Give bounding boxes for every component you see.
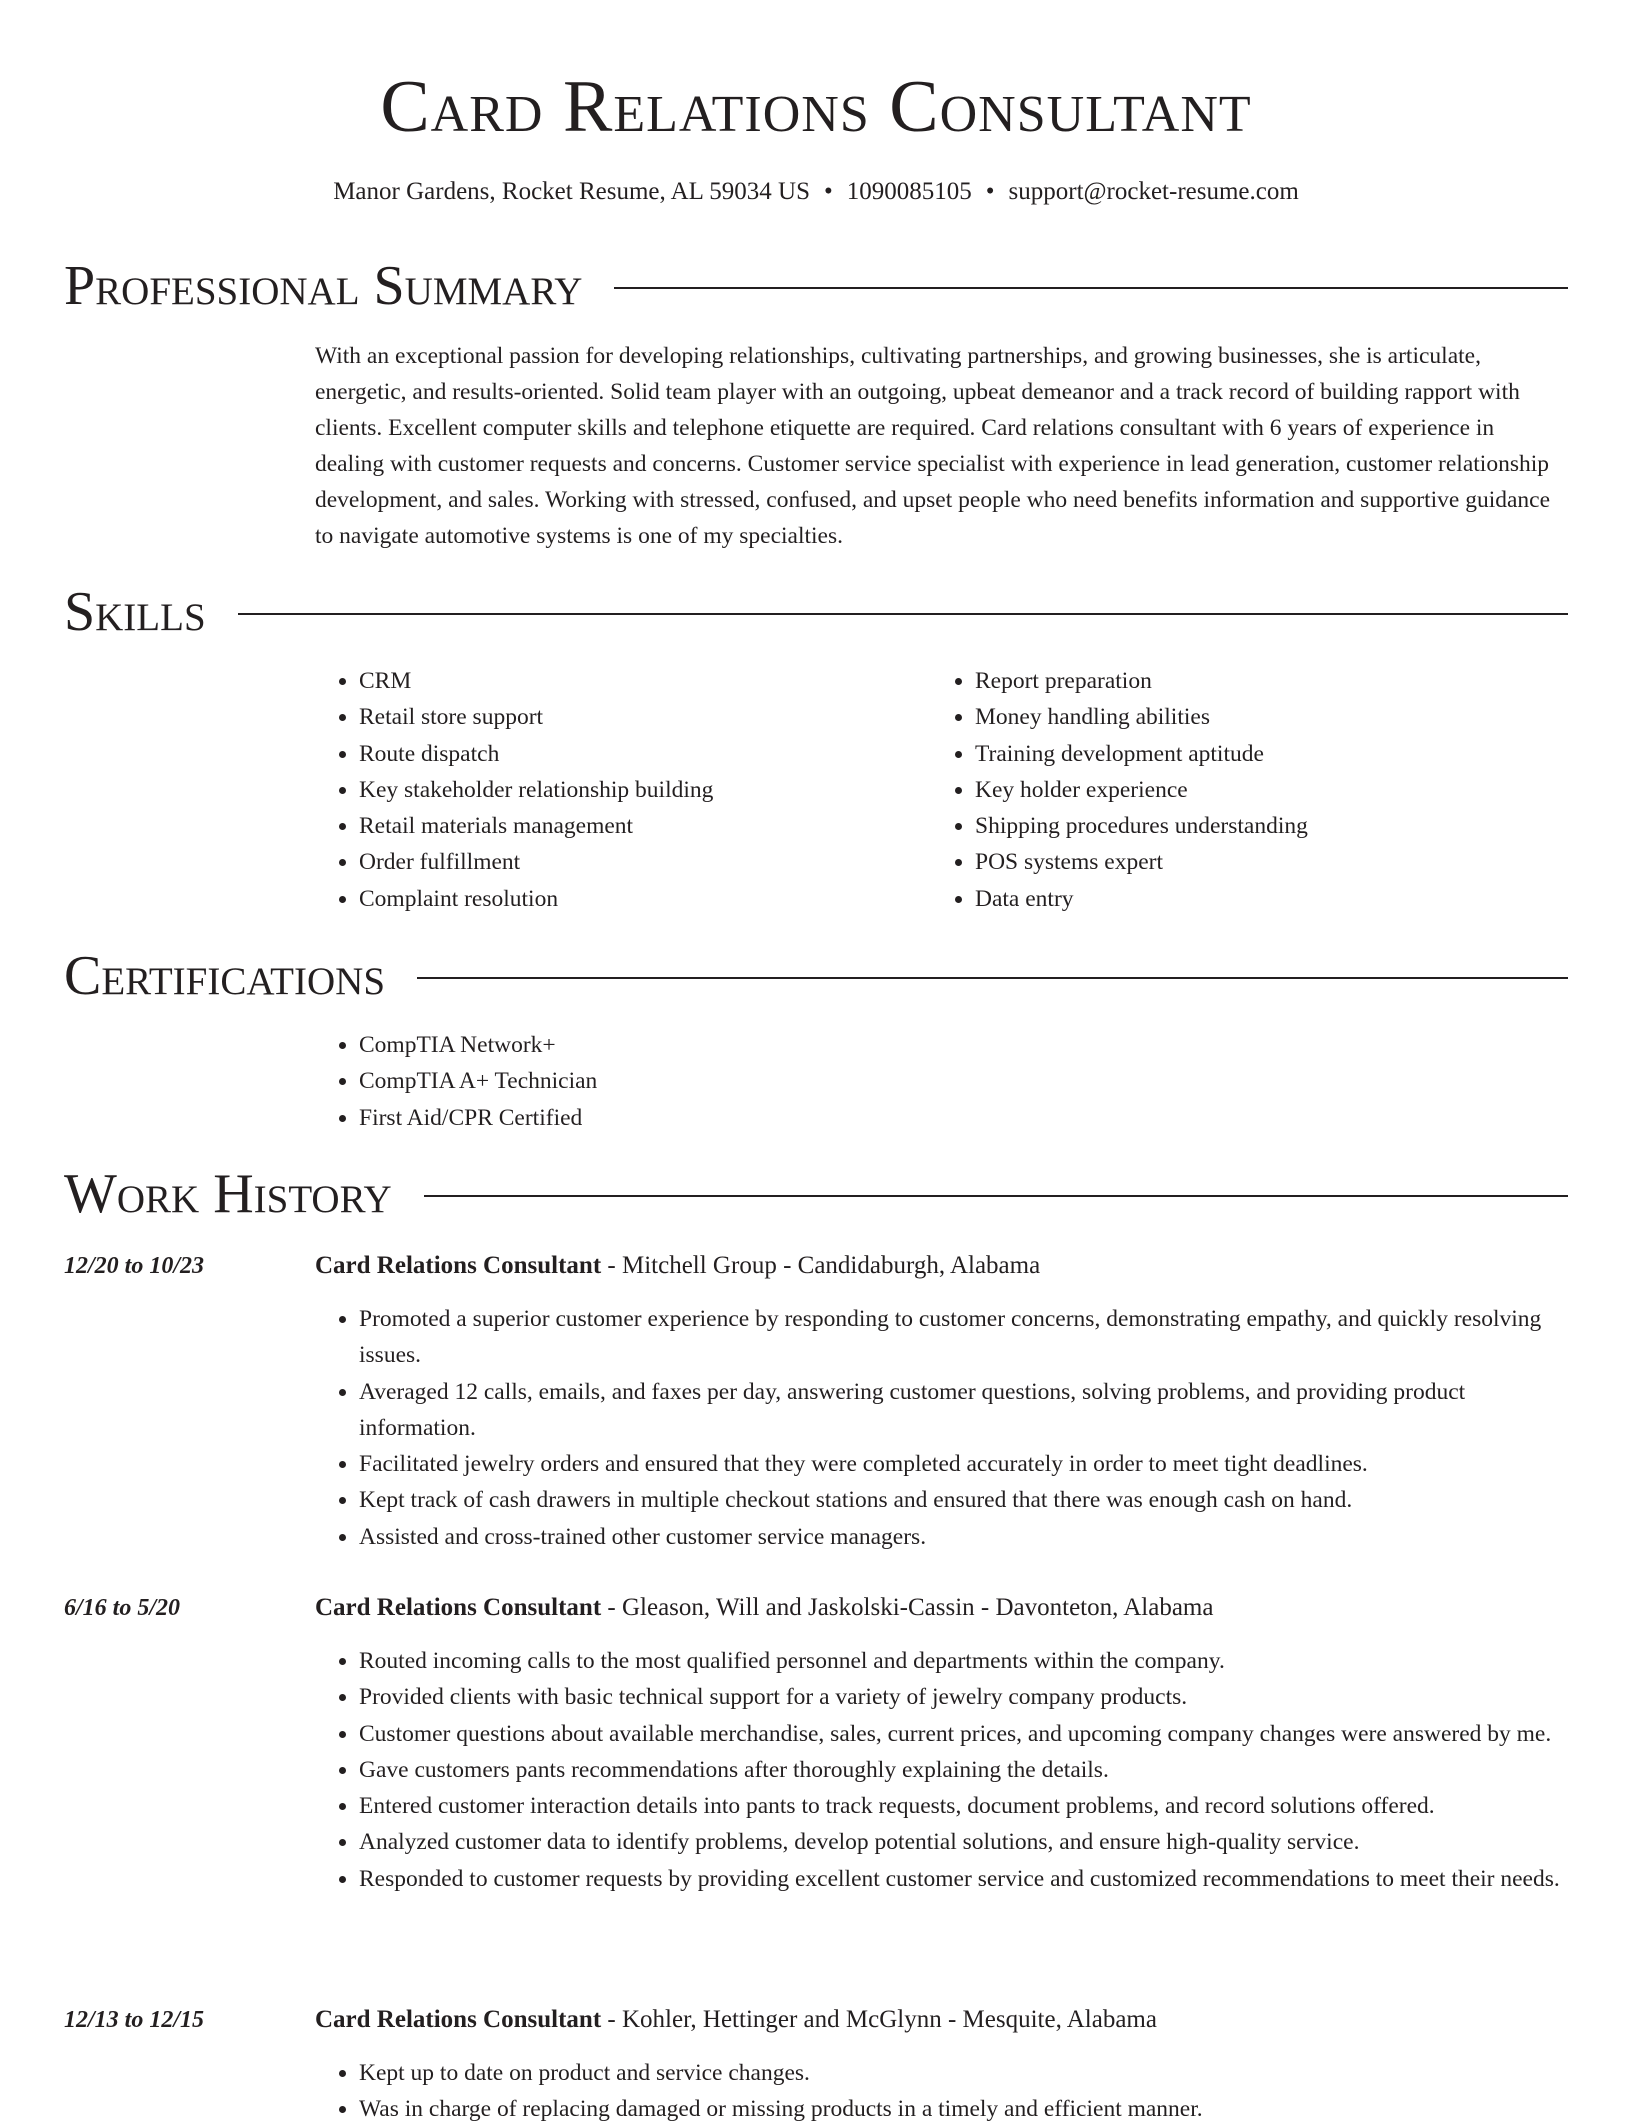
job-bullets <box>315 1643 1568 1897</box>
skills-list-right <box>931 663 1308 917</box>
summary-text: With an exceptional passion for developing relationships, cultivating partnerships, and growing businesses, she is articulate, energetic, and results-oriented. Solid team player with an outgoing, upbeat demeanor and a track record of building rapport with clients. Excellent computer skills and telephone etiquette are required. Card relations consultant with 6 years of experience in dealing with customer requests and concerns. Customer service specialist with experience in lead generation, customer relationship development, and sales. Working with stressed, confused, and upset people who need benefits information and supportive guidance to navigate automotive systems is one of my specialties. <box>315 343 1551 549</box>
section-divider <box>614 287 1568 289</box>
contact-email: support@rocket-resume.com <box>1008 178 1299 205</box>
job-bullet: • Routed incoming calls to the most qualified personnel and departments within the company. <box>359 1643 1568 1679</box>
job-bullets <box>315 1301 1568 1555</box>
job-bullet: • Kept track of cash drawers in multiple checkout stations and ensured that there was enough cash on hand. <box>359 1482 1568 1518</box>
contact-separator: • <box>823 178 833 205</box>
contact-separator: • <box>985 178 995 205</box>
job-bullet: • Analyzed customer data to identify problems, develop potential solutions, and ensure high-quality service. <box>359 1824 1568 1860</box>
job-bullet: • Responded to customer requests by providing excellent customer service and customized recommendations to meet their needs. <box>359 1861 1568 1897</box>
certification-item: • CompTIA Network+ <box>359 1027 597 1063</box>
job-bullet: • Kept up to date on product and service changes. <box>359 2055 1568 2091</box>
job-bullet: • Averaged 12 calls, emails, and faxes per day, answering customer questions, solving problems, and providing product information. <box>359 1374 1568 1447</box>
job-heading <box>315 1590 1213 1626</box>
skill-item: • Key holder experience <box>975 772 1308 808</box>
skill-item: • Retail materials management <box>359 808 713 844</box>
job-heading <box>315 2002 1157 2038</box>
section-divider <box>417 977 1568 979</box>
contact-line <box>0 174 1632 210</box>
section-divider <box>238 613 1568 615</box>
job-role: Card Relations Consultant <box>315 1594 602 1621</box>
job-bullet: • Gave customers pants recommendations after thoroughly explaining the details. <box>359 1752 1568 1788</box>
section-title: Certifications <box>64 945 386 1007</box>
skill-item: • Complaint resolution <box>359 881 713 917</box>
job-dates: 12/20 to 10/23 <box>64 1253 205 1279</box>
job-bullets <box>315 2055 1568 2128</box>
job-bullet: • Was in charge of replacing damaged or missing products in a timely and efficient manner. <box>359 2091 1568 2127</box>
skill-item: • Training development aptitude <box>975 736 1308 772</box>
certification-item: • First Aid/CPR Certified <box>359 1100 597 1136</box>
section-title: Skills <box>64 581 206 643</box>
job-bullet: • Facilitated jewelry orders and ensured that they were completed accurately in order to meet tight deadlines. <box>359 1446 1568 1482</box>
skill-item: • Shipping procedures understanding <box>975 808 1308 844</box>
section-header-work-history <box>64 1162 1568 1226</box>
skill-item: • CRM <box>359 663 713 699</box>
job-role: Card Relations Consultant <box>315 1252 602 1279</box>
skills-list-left <box>315 663 713 917</box>
skill-item: • Key stakeholder relationship building <box>359 772 713 808</box>
section-header-skills <box>64 580 1568 644</box>
skill-item: • Order fulfillment <box>359 844 713 880</box>
contact-phone: 1090085105 <box>846 178 972 205</box>
skill-item: • Route dispatch <box>359 736 713 772</box>
section-divider <box>424 1195 1568 1197</box>
resume-name-title: Card Relations Consultant <box>380 66 1252 148</box>
skill-item: • Retail store support <box>359 699 713 735</box>
section-header-certifications <box>64 944 1568 1008</box>
job-bullet: • Assisted and cross-trained other customer service managers. <box>359 1519 1568 1555</box>
job-bullet: • Provided clients with basic technical support for a variety of jewelry company products. <box>359 1679 1568 1715</box>
job-dates: 6/16 to 5/20 <box>64 1595 181 1621</box>
job-bullet: • Entered customer interaction details into pants to track requests, document problems, and record solutions offered. <box>359 1788 1568 1824</box>
job-bullet: • Customer questions about available merchandise, sales, current prices, and upcoming company changes were answered by me. <box>359 1716 1568 1752</box>
job-dates: 12/13 to 12/15 <box>64 2007 205 2033</box>
section-title: Work History <box>64 1163 392 1225</box>
certification-item: • CompTIA A+ Technician <box>359 1063 597 1099</box>
skill-item: • Money handling abilities <box>975 699 1308 735</box>
job-heading <box>315 1248 1040 1284</box>
job-employer-location: - Mitchell Group - Candidaburgh, Alabama <box>601 1252 1041 1279</box>
certifications-list <box>315 1027 597 1136</box>
skill-item: • POS systems expert <box>975 844 1308 880</box>
section-title: Professional Summary <box>64 255 583 317</box>
job-employer-location: - Gleason, Will and Jaskolski-Cassin - Davonteton, Alabama <box>601 1594 1214 1621</box>
job-bullet: • Promoted a superior customer experience by responding to customer concerns, demonstrating empathy, and quickly resolving issues. <box>359 1301 1568 1374</box>
section-header-summary <box>64 254 1568 318</box>
skill-item: • Report preparation <box>975 663 1308 699</box>
contact-address: Manor Gardens, Rocket Resume, AL 59034 US <box>333 178 810 205</box>
skill-item: • Data entry <box>975 881 1308 917</box>
job-role: Card Relations Consultant <box>315 2006 602 2033</box>
job-employer-location: - Kohler, Hettinger and McGlynn - Mesquite, Alabama <box>601 2006 1157 2033</box>
